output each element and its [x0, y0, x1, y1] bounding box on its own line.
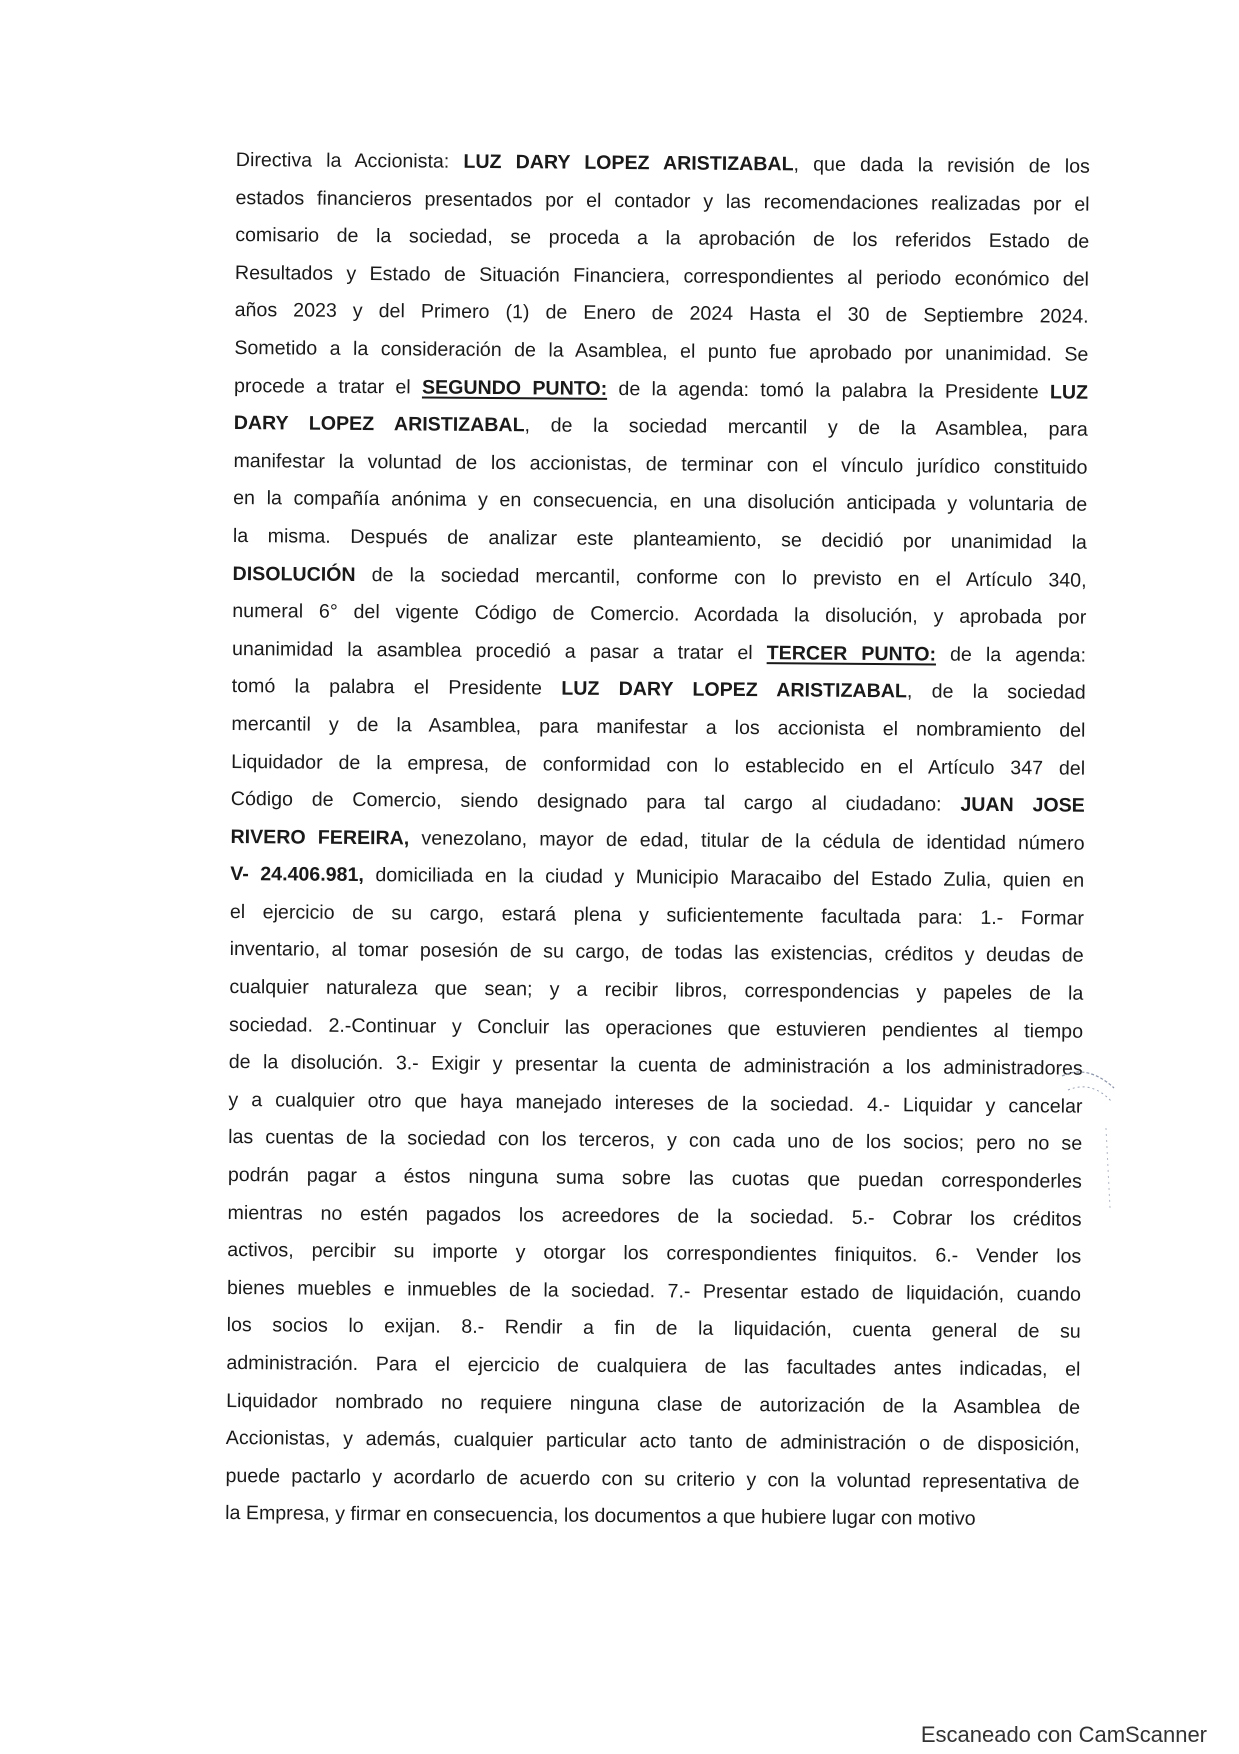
text-line — [225, 1495, 1079, 1539]
text-line — [234, 330, 1088, 374]
text-run: podrán pagar a éstos ninguna suma sobre las cuotas que puedan corresponderles — [227, 1163, 1082, 1193]
text-run: la Empresa, y firmar en consecuencia, los documentos a que hubiere lugar con motivo — [225, 1502, 976, 1531]
text-run: cualquier naturaleza que sean; y a recibir libros, correspondencias y papeles de la — [229, 976, 1084, 1005]
text-run: Directiva la Accionista: — [235, 148, 464, 173]
text-run: Accionistas, y además, cualquier particular acto tanto de administración o de disposición, — [225, 1427, 1080, 1456]
seal-stamp-fragment — [1058, 1068, 1118, 1268]
text-run: mientras no estén pagados los acreedores de la sociedad. 5.- Cobrar los créditos — [227, 1201, 1082, 1231]
text-run: de la sociedad mercantil, conforme con lo previsto en el Artículo 340, — [355, 563, 1087, 592]
bold-text: JUAN JOSE — [960, 793, 1085, 817]
text-run: la misma. Después de analizar este planteamiento, se decidió por unanimidad la — [232, 524, 1087, 554]
text-run: Sometido a la consideración de la Asamblea, el punto fue aprobado por unanimidad. Se — [234, 336, 1089, 366]
text-line — [230, 856, 1084, 900]
text-run: estados financieros presentados por el contador y las recomendaciones realizadas por el — [235, 186, 1090, 216]
bold-text: RIVERO FEREIRA, — [230, 825, 410, 850]
text-line — [227, 1232, 1081, 1276]
text-run: Liquidador nombrado no requiere ninguna clase de autorización de la Asamblea de — [226, 1389, 1081, 1419]
text-line — [226, 1345, 1080, 1389]
text-run: y a cualquier otro que haya manejado intereses de la sociedad. 4.- Liquidar y cancelar — [228, 1088, 1083, 1118]
text-run: , de la sociedad — [906, 680, 1086, 705]
text-run: las cuentas de la sociedad con los terceros, y con cada uno de los socios; pero no se — [228, 1126, 1083, 1156]
text-run: inventario, al tomar posesión de su cargo, de todas las existencias, créditos y deudas de — [229, 938, 1084, 968]
text-run: , de la sociedad mercantil y de la Asamblea, para — [524, 414, 1088, 441]
text-run: sociedad. 2.-Continuar y Concluir las operaciones que estuvieren pendientes al tiempo — [228, 1013, 1084, 1043]
text-line — [226, 1420, 1080, 1464]
bold-text: LUZ DARY LOPEZ ARISTIZABAL — [561, 677, 907, 703]
text-run: bienes muebles e inmuebles de la sociedad. 7.- Presentar estado de liquidación, cuando — [226, 1276, 1082, 1306]
text-run: mercantil y de la Asamblea, para manifestar a los accionista el nombramiento del — [231, 712, 1086, 742]
text-run: domiciliada en la ciudad y Municipio Maracaibo del Estado Zulia, quien en — [363, 864, 1085, 892]
text-run: venezolano, mayor de edad, titular de la cédula de identidad número — [409, 827, 1085, 855]
text-run: de la agenda: tomó la palabra la Presidente — [607, 377, 1051, 403]
text-run: administración. Para el ejercicio de cualquiera de las facultades antes indicadas, el — [226, 1351, 1081, 1381]
scanner-watermark: Escaneado con CamScanner — [920, 1722, 1207, 1747]
text-run: numeral 6° del vigente Código de Comercio. Acordada la disolución, y aprobada por — [232, 600, 1087, 629]
text-line — [232, 668, 1086, 712]
text-run: de la disolución. 3.- Exigir y presentar la cuenta de administración a los administradores — [228, 1051, 1083, 1080]
text-line — [236, 142, 1090, 186]
document-body — [225, 142, 1090, 1540]
bold-text: V- 24.406.981, — [230, 863, 364, 887]
text-run: activos, percibir su importe y otorgar los correspondientes finiquitos. 6.- Vender los — [227, 1239, 1082, 1268]
text-run: comisario de la sociedad, se proceda a la aprobación de los referidos Estado de — [235, 224, 1090, 253]
underlined-bold-text: TERCER PUNTO: — [766, 641, 937, 666]
text-line — [231, 781, 1085, 825]
text-line — [234, 405, 1088, 449]
text-run: el ejercicio de su cargo, estará plena y suficientemente facultada para: 1.- Formar — [229, 900, 1085, 930]
text-run: unanimidad la asamblea procedió a pasar a tratar el — [231, 637, 767, 664]
text-run: los socios lo exijan. 8.- Rendir a fin de la liquidación, cuenta general de su — [226, 1314, 1081, 1344]
text-run: Liquidador de la empresa, de conformidad con lo establecido en el Artículo 347 del — [231, 750, 1086, 780]
text-run: años 2023 y del Primero (1) de Enero de 2024 Hasta el 30 de Septiembre 2024. — [234, 299, 1089, 329]
bold-text: LUZ — [1049, 380, 1089, 404]
text-run: procede a tratar el — [234, 374, 423, 399]
text-line — [228, 1157, 1082, 1201]
text-run: tomó la palabra el Presidente — [231, 675, 562, 700]
text-line — [229, 969, 1083, 1013]
text-run: en la compañía anónima y en consecuencia, en una disolución anticipada y voluntaria de — [233, 487, 1088, 517]
bold-text: DARY LOPEZ ARISTIZABAL — [233, 412, 525, 437]
text-line — [232, 593, 1086, 637]
text-line — [229, 1044, 1083, 1088]
text-run: de la agenda: — [935, 643, 1087, 667]
text-line — [231, 706, 1085, 750]
bold-text: LUZ DARY LOPEZ ARISTIZABAL — [463, 150, 794, 176]
text-line — [233, 518, 1087, 562]
text-run: puede pactarlo y acordarlo de acuerdo con su criterio y con la voluntad representativa de — [225, 1464, 1080, 1494]
text-run: Código de Comercio, siendo designado para tal cargo al ciudadano: — [230, 788, 961, 816]
text-run: , que dada la revisión de los — [793, 153, 1090, 178]
text-run: Resultados y Estado de Situación Financiera, correspondientes al periodo económico del — [234, 261, 1090, 291]
underlined-bold-text: SEGUNDO PUNTO: — [421, 376, 608, 400]
bold-text: DISOLUCIÓN — [232, 562, 356, 586]
text-run: manifestar la voluntad de los accionistas, de terminar con el vínculo jurídico constituido — [233, 449, 1088, 479]
text-line — [235, 217, 1089, 261]
